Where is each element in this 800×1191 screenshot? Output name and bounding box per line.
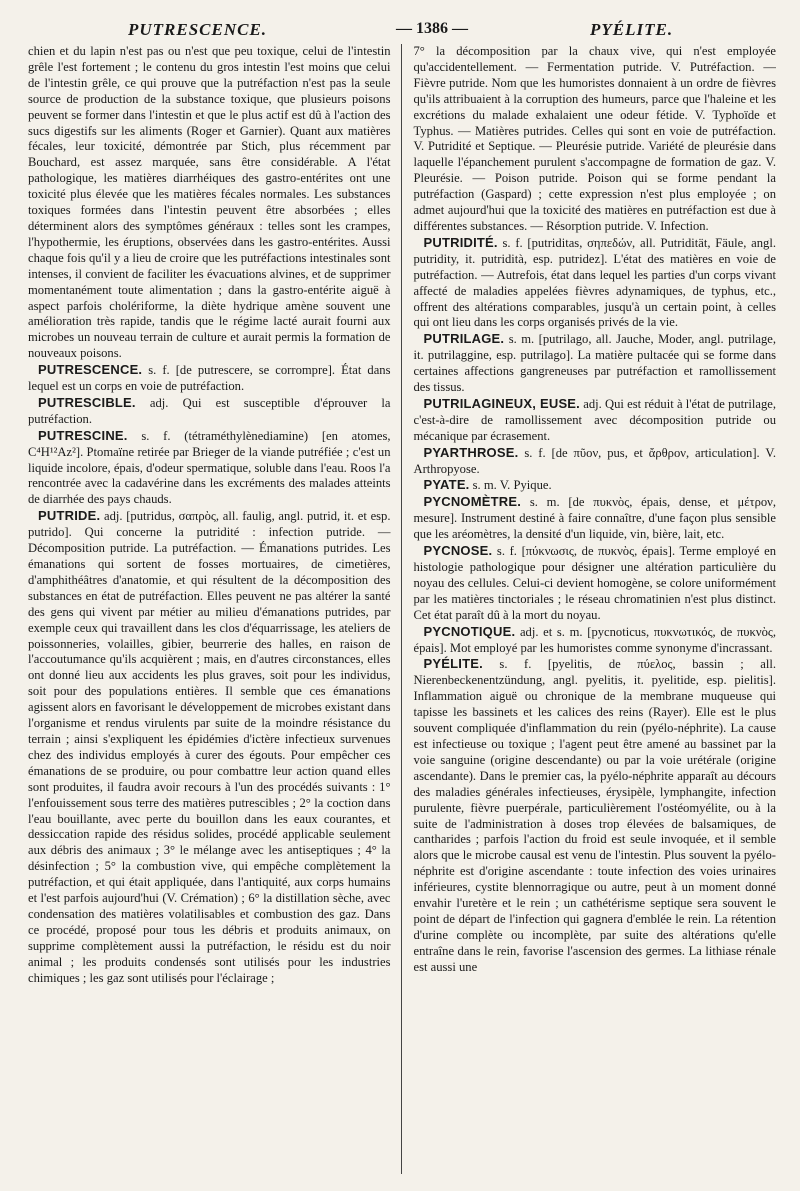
entry-text: adj. Qui est réduit à l'état de putrilage, c'est-à-dire de ramollissement avec décomposition putride ou mécanique par écrasement. — [413, 396, 777, 443]
entry-putridite — [414, 235, 777, 331]
entry-putride — [28, 508, 391, 986]
entry-text: s. m. V. Pyique. — [469, 478, 552, 493]
entry-text: adj. Qui est susceptible d'éprouver la putréfaction. — [28, 395, 391, 426]
entry-text: s. f. [πύκνωσις, de πυκνὸς, épais]. Terme employé en histologie pathologique pour désigner une altération particulière du noyau des cellules. Celui-ci devient homogène, se colore uniformément par les matières tinctoriales ; le réseau chromatinien n'est plus distinct. Cet état paraît dû à la mort du noyau. — [413, 544, 777, 622]
continuation-paragraph: 7° la décomposition par la chaux vive, qui n'est employée qu'accidentellement. — Fermentation putride. V. Putréfaction. — Fièvre putride. Nom que les humoristes donnaient à un ordre de fièvres qu'ils attribuaient à la corruption des humeurs, parce que l'haleine et les excrétions du malade exhalaient une odeur fétide. V. Typhoïde et Typhus. — Matières putrides. Celles qui sont en voie de putréfaction. V. Putridité et Septique. — Pleurésie putride. Variété de pleurésie dans laquelle l'épanchement purulent s'accompagne de formation de gaz. V. Pleurésie. — Poison putride. Poison qui se forme pendant la putréfaction (Gaspard) ; cette expression n'est plus employée ; on admet aujourd'hui que la toxicité des matières en putréfaction est due à différentes substances. — Résorption putride. V. Infection. — [413, 44, 777, 233]
entry-pycnotique — [414, 624, 777, 657]
entry-putrescine — [28, 428, 391, 509]
entry-text: s. f. [pyelitis, de πύελος, bassin ; all. Nierenbeckenentzündung, angl. pyelitis, it. pyelitide, esp. pielitis]. Inflammation aiguë ou chronique de la membrane muqueuse qui tapisse les bassinets et les calices des reins (Rayer). Elle est le plus souvent compliquée d'inflammation du rein (pyélo-néphrite). La cause est infectieuse ou toxique ; l'agent peut être amené au bassinet par la voie sanguine (origine descendante) ou par la voie urétérale (origine ascendante). Dans le premier cas, la pyélo-néphrite apparaît au décours des maladies générales infectieuses, érysipèle, lymphangite, infection purulente, fièvre puerpérale, particulièrement l'ostéomyélite, ou à la suite de l'administration à doses trop élevées de balsamiques, de cantharides ; parfois l'action du froid est seule invoquée, et il semble alors que le microbe causal est venu de l'intestin. Plus souvent la pyélo-néphrite est d'origine ascendante : toute infection des voies urinaires inférieures, cystite blennorragique ou autre, peut à un moment donné envahir l'uretère et le rein ; un cathétérisme septique sera souvent le point de départ de l'infection qui gagnera d'emblée le rein. La rétention d'urine complète ou incomplète, par suite des altérations qu'elle entraîne dans le rein, favorise l'ascension des germes. La lithiase rénale est aussi une — [413, 657, 777, 974]
entry-text: adj. et s. m. [pycnoticus, πυκνωτικός, de πυκνὸς, épais]. Mot employé par les humoristes comme synonyme d'incrassant. — [413, 624, 777, 655]
left-column — [28, 44, 401, 1191]
headword: PUTRILAGINEUX, EUSE. — [423, 395, 580, 411]
entry-text: s. f. [de πῦον, pus, et ἄρθρον, articulation]. V. Arthropyose. — [413, 445, 777, 476]
entry-putrilage — [414, 331, 777, 396]
headword: PUTRIDITÉ. — [423, 234, 498, 250]
headword: PUTRIDE. — [38, 508, 101, 524]
headword: PUTRILAGE. — [423, 331, 505, 347]
running-header — [28, 14, 778, 40]
header-left-word: PUTRESCENCE. — [128, 20, 268, 39]
headword: PUTRESCINE. — [38, 427, 128, 443]
entry-pyarthrose — [414, 445, 777, 478]
entry-pyelite — [414, 656, 777, 975]
headword: PYÉLITE. — [423, 656, 483, 672]
headword: PUTRESCIBLE. — [38, 394, 136, 410]
headword: PYCNOTIQUE. — [423, 623, 516, 639]
headword: PYCNOSE. — [423, 543, 493, 559]
entry-putrescence — [28, 362, 391, 395]
entry-putrescible — [28, 395, 391, 428]
entry-text: adj. [putridus, σαπρὸς, all. faulig, angl. putrid, it. et esp. putrido]. Qui concerne la putridité : infection putride. — Décomposition putride. La putréfaction. — Émanations putrides. Les émanations qui sortent de fosses mortuaires, de cimetières, d'amphithéâtres d'anatomie, et qui résultent de la décomposition des substances en état de putréfaction. Elles peuvent ne pas altérer la santé des gens qui vivent par métier au milieu d'émanations putrides, par exemple ceux qui travaillent dans les clos d'équarrissage, les ateliers de poissonneries, volailles, gibier, beurrerie des halles, en raison de l'accoutumance qu'ils acquièrent ; mais, en d'autres circonstances, elles ont donné lieu aux accidents les plus graves, soit pour les individus, soit pour des populations entières. Il semble que ces émanations agissent alors en favorisant le développement de microbes existant dans l'organisme et rendus virulents par suite de la moindre résistance du terrain ; ainsi s'expliquent les épidémies d'ictère infectieux survenues chez des individus employés à curer des égouts. Pour empêcher ces émanations de se produire, ou pour combattre leur action quand elles sont produites, il faudra avoir recours à l'un des procédés suivants : 1° l'enfouissement sous terre des matières putrescibles ; 2° la coction dans l'eau bouillante, avec perte du bouillon dans les eaux courantes, et dessiccation rapide des résidus solides, procédé applicable seulement aux débris des animaux ; 3° le mélange avec les antiseptiques ; 4° la désinfection ; 5° la combustion vive, qui empêche complètement la putréfaction, et qui était appliquée, dans l'antiquité, aux corps humains et l'est parfois aujourd'hui (V. Crémation) ; 6° la distillation sèche, avec condensation des matières volatilisables et combustion des gaz. Dans ce procédé, proposé pour tous les débris et produits animaux, on supprime complètement aussi la putréfaction, le résidu est du noir animal ; les produits condensés sont utilisés pour les industries chimiques ; les gaz sont utilisés pour l'éclairage ; — [28, 509, 391, 985]
entry-text: s. m. [putrilago, all. Jauche, Moder, angl. putrilage, it. putrilaggine, esp. putrilago]. La matière pultacée qui se forme dans certaines affections gangreneuses par putréfaction et ramollissement des tissus. — [413, 332, 777, 395]
entry-pycnometre — [414, 494, 777, 543]
continuation-paragraph: chien et du lapin n'est pas ou n'est que peu toxique, celui de l'intestin grêle l'est fortement ; le contenu du gros intestin l'est moins que celui de l'intestin grêle, ce qui prouve que la putréfaction n'est pas la seule source de production de la substance toxique, que plusieurs poisons peuvent se former dans l'intestin et que le plus actif est dû à l'action des sucs digestifs sur les aliments (Roger et Garnier). Quant aux matières fécales, leur toxicité, démontrée par Stich, plus récemment par Bouchard, est assez marquée, sans être considérable. A l'état pathologique, les matières diarrhéiques des gastro-entérites ont une toxicité plus élevée que les matières fécales normales. Les substances toxiques formées dans l'intestin peuvent être absorbées ; elles déterminent alors des symptômes généraux : telles sont les crampes, l'hypothermie, les éruptions, observées dans les gastro-entérites. Aussi chaque fois qu'il y a lieu de croire que les putréfactions intestinales sont intenses, il convient de faciliter les évacuations alvines, et de supprimer momentanément toute alimentation ; dans la gastro-entérite aiguë à aspect parfois cholériforme, la diète hydrique amène souvent une amélioration très rapide, tandis que le régime lacté aurait fourni aux microbes un nouveau terrain de culture et aurait permis la formation de nouveaux poisons. — [28, 44, 391, 361]
page-number: — 1386 — — [396, 20, 468, 37]
entry-text: s. f. [putriditas, σηπεδών, all. Putridität, Fäule, angl. putridity, it. putridità, esp. putridez]. L'état des matières en voie de putréfaction. — Autrefois, état dans lequel les parties d'un corps vivant affecté de maladies appelées fièvres adynamiques, de typhus, etc., offrent des altérations comparables, jusqu'à un certain point, à celles qui ont lieu dans les corps organisés privés de la vie. — [413, 235, 777, 330]
entry-pyate — [414, 477, 777, 494]
headword: PUTRESCENCE. — [38, 362, 143, 378]
entry-text: s. m. [de πυκνὸς, épais, dense, et μέτρον, mesure]. Instrument destiné à faire connaître, d'une façon plus sensible que les aréomètres, la densité d'un liquide, vin, bière, lait, etc. — [413, 495, 777, 542]
headword: PYATE. — [423, 477, 470, 493]
headword: PYARTHROSE. — [423, 444, 519, 460]
header-right-word: PYÉLITE. — [590, 20, 674, 39]
entry-pycnose — [414, 543, 777, 624]
entry-putrilagineux — [414, 396, 777, 445]
two-column-body — [28, 44, 776, 1191]
entry-text: s. f. [de putrescere, se corrompre]. État dans lequel est un corps en voie de putréfaction. — [28, 363, 391, 394]
headword: PYCNOMÈTRE. — [423, 494, 522, 510]
entry-text: s. f. (tétraméthylènediamine) [en atomes, C⁴H¹²Az²]. Ptomaïne retirée par Brieger de la viande putréfiée ; c'est un liquide incolore, épais, d'odeur spermatique, soluble dans l'eau. Roos l'a rencontrée avec la cadavérine dans les excréments des malades atteints de diarrhée des pays chauds. — [28, 428, 391, 507]
right-column — [402, 44, 777, 1191]
